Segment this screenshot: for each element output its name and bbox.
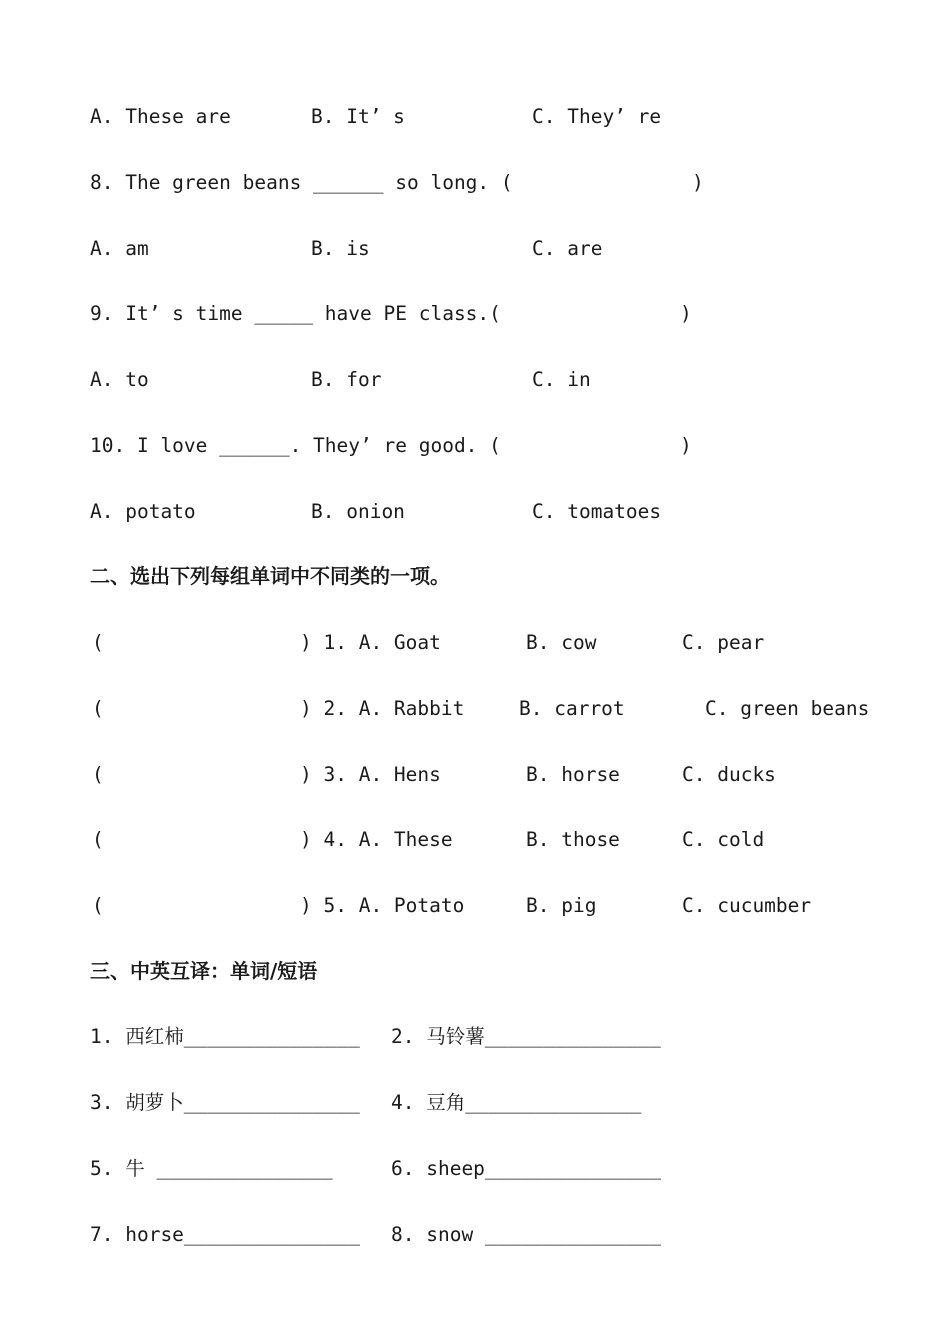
question-10-stem: 10. I love ______. They’ re good. (: [90, 434, 501, 457]
q9-option-a: A. to: [90, 368, 149, 391]
item-option-b: B. those: [526, 828, 620, 851]
item-option-c: C. pear: [682, 631, 765, 654]
answer-paren-open: (: [92, 763, 104, 786]
item-number-and-option-a: ) 1. A. Goat: [300, 631, 441, 654]
q10-option-c: C. tomatoes: [532, 500, 662, 523]
translation-item-6: 6. sheep_______________: [391, 1157, 662, 1180]
item-option-c: C. cucumber: [682, 894, 812, 917]
q7-option-c: C. They’ re: [532, 105, 662, 128]
q8-option-c: C. are: [532, 237, 603, 260]
translation-item-3: 3. 胡萝卜_______________: [90, 1091, 360, 1114]
translation-item-7: 7. horse_______________: [90, 1223, 361, 1246]
item-option-c: C. green beans: [705, 697, 870, 720]
question-8-stem: 8. The green beans ______ so long. (: [90, 171, 513, 194]
q10-option-b: B. onion: [311, 500, 405, 523]
q7-option-a: A. These are: [90, 105, 231, 128]
question-9-stem: 9. It’ s time _____ have PE class.(: [90, 302, 501, 325]
item-number-and-option-a: ) 3. A. Hens: [300, 763, 441, 786]
section-2-heading: 二、选出下列每组单词中不同类的一项。: [90, 564, 450, 588]
item-number-and-option-a: ) 4. A. These: [300, 828, 453, 851]
item-number-and-option-a: ) 2. A. Rabbit: [300, 697, 465, 720]
item-option-c: C. cold: [682, 828, 765, 851]
item-option-b: B. pig: [526, 894, 597, 917]
answer-paren-open: (: [92, 894, 104, 917]
q9-option-c: C. in: [532, 368, 591, 391]
q10-option-a: A. potato: [90, 500, 196, 523]
answer-paren-open: (: [92, 828, 104, 851]
item-number-and-option-a: ) 5. A. Potato: [300, 894, 465, 917]
q8-option-a: A. am: [90, 237, 149, 260]
translation-item-2: 2. 马铃薯_______________: [391, 1025, 661, 1048]
q9-option-b: B. for: [311, 368, 382, 391]
item-option-b: B. carrot: [519, 697, 625, 720]
translation-item-1: 1. 西红柿_______________: [90, 1025, 360, 1048]
translation-item-5: 5. 牛 _______________: [90, 1157, 333, 1180]
question-8-answer-close: ): [692, 171, 704, 194]
q8-option-b: B. is: [311, 237, 370, 260]
answer-paren-open: (: [92, 697, 104, 720]
q7-option-b: B. It’ s: [311, 105, 405, 128]
question-9-answer-close: ): [680, 302, 692, 325]
section-3-heading: 三、中英互译：单词/短语: [90, 959, 318, 983]
translation-item-4: 4. 豆角_______________: [391, 1091, 642, 1114]
translation-item-8: 8. snow _______________: [391, 1223, 662, 1246]
item-option-c: C. ducks: [682, 763, 776, 786]
item-option-b: B. horse: [526, 763, 620, 786]
item-option-b: B. cow: [526, 631, 597, 654]
question-10-answer-close: ): [680, 434, 692, 457]
answer-paren-open: (: [92, 631, 104, 654]
